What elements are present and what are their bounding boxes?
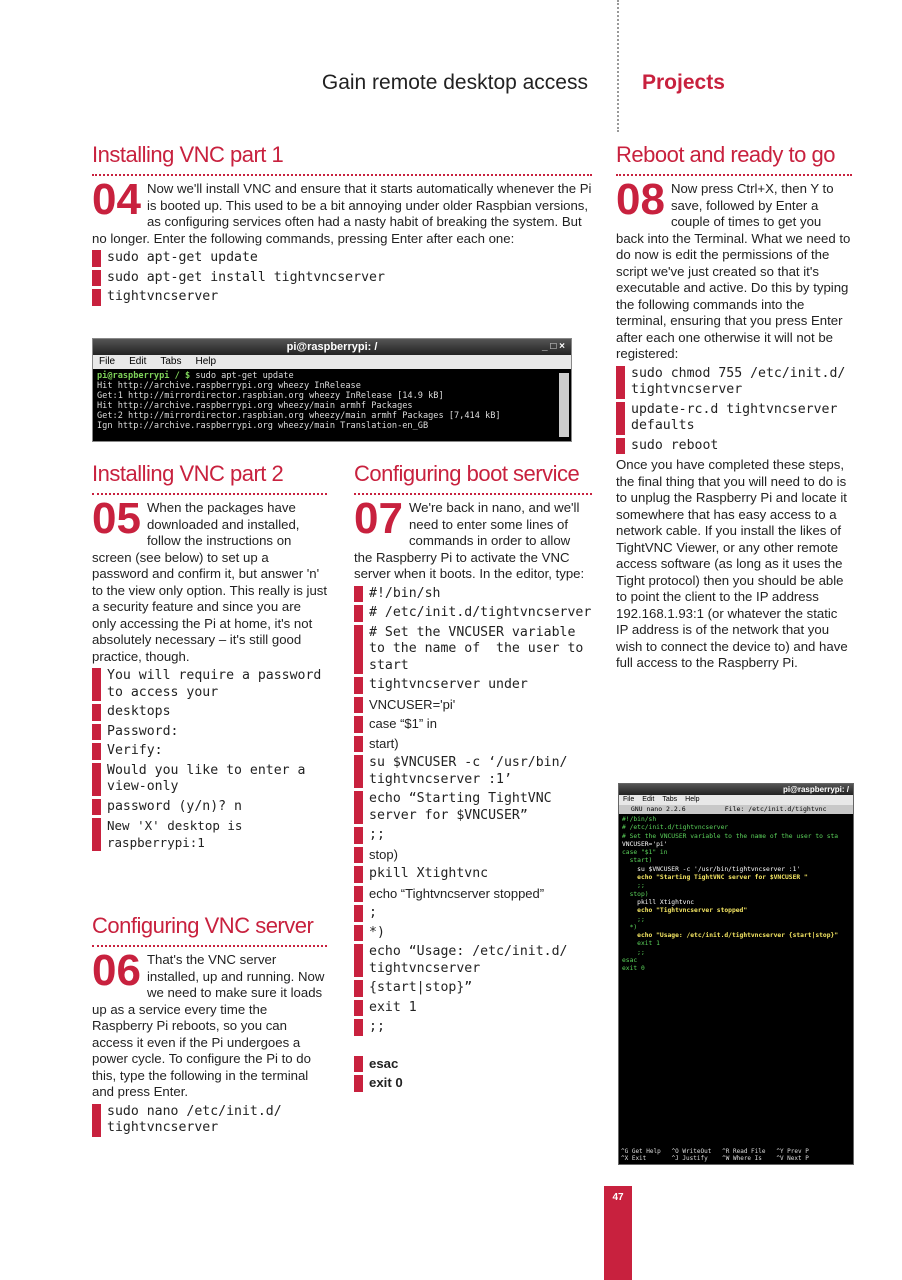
step07-line: stop) bbox=[354, 847, 592, 864]
step05-line: Password: bbox=[92, 724, 328, 741]
step07-line: *) bbox=[354, 925, 592, 942]
step07-line: tightvncserver under bbox=[354, 677, 592, 694]
terminal-screenshot bbox=[92, 338, 572, 442]
menu-edit[interactable]: Edit bbox=[129, 356, 147, 367]
menu-file[interactable]: File bbox=[623, 796, 635, 803]
step07-line: #!/bin/sh bbox=[354, 586, 592, 603]
step07-heading: Configuring boot service bbox=[354, 461, 592, 495]
page-title: Gain remote desktop access bbox=[321, 71, 588, 94]
step07-number: 07 bbox=[354, 494, 403, 543]
step05-number: 05 bbox=[92, 494, 141, 543]
step07-text: We're back in nano, and we'll need to enter some lines of commands in order to allow the Raspberry Pi to activate the VNC server when it boots. In the editor, type: bbox=[354, 500, 585, 581]
menu-help[interactable]: Help bbox=[685, 796, 700, 803]
step07-line: ; bbox=[354, 905, 592, 922]
page-number: 47 bbox=[612, 1192, 624, 1203]
step07-line: ;; bbox=[354, 1019, 592, 1036]
terminal-menubar bbox=[93, 355, 571, 369]
step07-line: su $VNCUSER -c ‘/usr/bin/ tightvncserver :1’ bbox=[354, 755, 592, 788]
step05-heading: Installing VNC part 2 bbox=[92, 461, 327, 495]
terminal-titlebar: pi@raspberrypi: / _ □ × bbox=[93, 339, 571, 355]
step04-command: sudo apt-get install tightvncserver bbox=[92, 270, 592, 287]
step06-command: sudo nano /etc/init.d/ tightvncserver bbox=[92, 1104, 328, 1137]
nano-content: #!/bin/sh # /etc/init.d/tightvncserver # Set the VNCUSER variable to the name of the user to sta VNCUSER='pi' case "$1" in start) su $VNCUSER -c '/usr/bin/tightvncserver :1' echo "Starting TightVNC server for $VNCUSER " ;; stop) pkill Xtightvnc echo "Tightvncserver stopped" ;; *) echo "Usage: /etc/init.d/tightvncserver {start|stop}" exit 1 ;; esac exit 0 bbox=[622, 816, 839, 973]
menu-edit[interactable]: Edit bbox=[642, 796, 655, 803]
step06-heading: Configuring VNC server bbox=[92, 913, 327, 947]
step07-line: echo “Usage: /etc/init.d/ tightvncserver bbox=[354, 944, 592, 977]
step08-number: 08 bbox=[616, 175, 665, 224]
step06-number: 06 bbox=[92, 946, 141, 995]
step07-line: pkill Xtightvnc bbox=[354, 866, 592, 883]
step04-number: 04 bbox=[92, 175, 141, 224]
step05-line: desktops bbox=[92, 704, 328, 721]
step08-command: sudo chmod 755 /etc/init.d/ tightvncserver bbox=[616, 366, 852, 399]
step07-line: echo “Tightvncserver stopped” bbox=[354, 886, 592, 903]
menu-file[interactable]: File bbox=[99, 356, 116, 367]
step07-body bbox=[354, 494, 592, 1095]
nano-shortcuts: ^G Get Help ^O WriteOut ^R Read File ^Y Prev P ^X Exit ^J Justify ^W Where Is ^V Next P bbox=[621, 1148, 809, 1162]
step08-text: Now press Ctrl+X, then Y to save, followed by Enter a couple of times to get you back into the Terminal. What we need to do now is edit the permissions of the script we've just created so that it's executable and active. Do this by typing the following commands into the terminal, ensuring that you press Enter after each one otherwise it will not be registered: bbox=[616, 181, 851, 361]
category-label: Projects bbox=[642, 71, 725, 94]
nano-editor-screenshot bbox=[618, 783, 854, 1165]
step08-text2: Once you have completed these steps, the final thing that you will need to do is to unplug the Raspberry Pi and locate it somewhere that has easy access to a network cable. If you install the likes of TightVNC Viewer, or any other remote access software (as long as it uses the Tight protocol) then you should be able to point the client to the IP address 192.168.1.93:1 (or whatever the static IP address is of the network that you wish to connect the device to) and have full access to the Raspberry Pi. bbox=[616, 457, 848, 670]
step07-line: exit 1 bbox=[354, 1000, 592, 1017]
step07-line: VNCUSER='pi' bbox=[354, 697, 592, 714]
step05-line: Verify: bbox=[92, 743, 328, 760]
step08-body bbox=[616, 175, 854, 672]
step07-line: ;; bbox=[354, 827, 592, 844]
step05-line: password (y/n)? n bbox=[92, 799, 328, 816]
step07-line: echo “Starting TightVNC server for $VNCUSER” bbox=[354, 791, 592, 824]
step05-text: When the packages have downloaded and installed, follow the instructions on screen (see below) to set up a password and confirm it, but answer 'n' to the view only option. This really is just a security feature and since you are only accessing the Pi at home, it's not absolutely necessary – it's still good practice, though. bbox=[92, 500, 328, 664]
menu-tabs[interactable]: Tabs bbox=[662, 796, 678, 803]
nano-header: GNU nano 2.2.6 File: /etc/init.d/tightvnc bbox=[619, 805, 853, 814]
step07-end-line: exit 0 bbox=[354, 1075, 592, 1092]
step05-line: New 'X' desktop is raspberrypi:1 bbox=[92, 818, 328, 851]
menu-tabs[interactable]: Tabs bbox=[160, 356, 182, 367]
step08-command: sudo reboot bbox=[616, 438, 852, 455]
terminal-output: pi@raspberrypi / $ sudo apt-get update Hit http://archive.raspberrypi.org wheezy InRelease Get:1 http://mirrordirector.raspbian.org wheezy InRelease [14.9 kB] Hit http://archive.raspberrypi.org wheezy/main armhf Packages Get:2 http://mirrordirector.raspbian.org wheezy/main armhf Packages [7,414 kB] Ign http://archive.raspberrypi.org wheezy/main Translation-en_GB bbox=[97, 371, 501, 431]
column-divider bbox=[617, 0, 619, 132]
step07-line: case “$1” in bbox=[354, 716, 592, 733]
step04-heading: Installing VNC part 1 bbox=[92, 142, 592, 176]
step07-line: start) bbox=[354, 736, 592, 753]
menu-help[interactable]: Help bbox=[195, 356, 217, 367]
step07-line: # /etc/init.d/tightvncserver bbox=[354, 605, 592, 622]
step07-end-line: esac bbox=[354, 1056, 592, 1073]
step04-body bbox=[92, 175, 592, 309]
nano-menubar bbox=[619, 795, 853, 805]
step07-line: {start|stop}” bbox=[354, 980, 592, 997]
step04-command: tightvncserver bbox=[92, 289, 592, 306]
nano-titlebar: pi@raspberrypi: / bbox=[619, 784, 853, 795]
step05-line: Would you like to enter a view-only bbox=[92, 763, 328, 796]
step04-command: sudo apt-get update bbox=[92, 250, 592, 267]
step07-line: # Set the VNCUSER variable to the name of the user to start bbox=[354, 625, 592, 675]
step08-command: update-rc.d tightvncserver defaults bbox=[616, 402, 852, 435]
step04-text: Now we'll install VNC and ensure that it starts automatically whenever the Pi is booted up. This used to be a bit annoying under older Raspbian versions, as configuring services often had a nasty habit of breaking the system. But no longer. Enter the following commands, pressing Enter after each one: bbox=[92, 181, 592, 246]
step06-body bbox=[92, 946, 328, 1140]
step08-heading: Reboot and ready to go bbox=[616, 142, 852, 176]
step05-line: You will require a password to access your bbox=[92, 668, 328, 701]
step05-body bbox=[92, 494, 330, 854]
step06-text: That's the VNC server installed, up and running. Now we need to make sure it loads up as a service every time the Raspberry Pi reboots, so you can access it even if the Pi undergoes a power cycle. To configure the Pi to do this, type the following in the terminal and press Enter. bbox=[92, 952, 325, 1099]
terminal-scrollbar[interactable] bbox=[559, 373, 569, 437]
